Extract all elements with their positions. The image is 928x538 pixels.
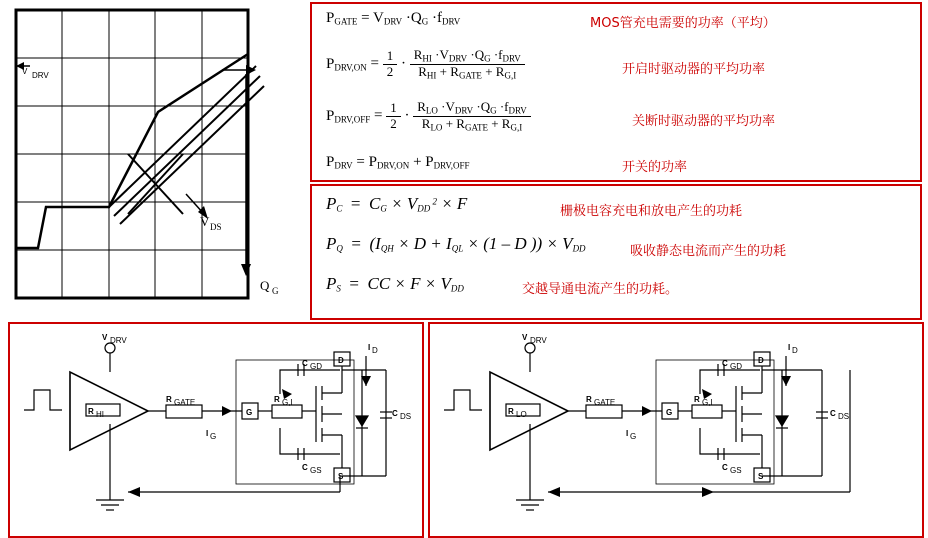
p-drv-on-half: $\frac{1}{2}$ [383, 49, 398, 80]
id-label-right: I [788, 343, 791, 352]
cds-sub-right: DS [838, 412, 850, 421]
node-d-left: D [338, 356, 344, 365]
rgi-sub-left: G,I [282, 398, 293, 407]
formula-p-gate [326, 10, 460, 27]
node-s-left: S [338, 472, 344, 481]
cgd-label-left: C [302, 359, 308, 368]
rgate-sub-left: GATE [174, 398, 196, 407]
rhi-sub: HI [96, 410, 104, 419]
p-s-lhs: $P_S$ [326, 274, 341, 294]
p-drv-off-lhs: $P_{DRV,OFF}$ [326, 107, 371, 124]
formula-p-drv [326, 154, 470, 171]
p-drv-off-eq: = [373, 107, 383, 124]
cgd-sub-left: GD [310, 362, 322, 371]
circuit-diagram-turn-on [8, 322, 424, 538]
p-s-rhs: CC × $F \times V_{DD}$ [367, 274, 464, 294]
note-p-gate: MOS管充电需要的功率（平均） [590, 16, 776, 31]
ig-sub-left: G [210, 432, 217, 441]
cgs-label-right: C [722, 463, 728, 472]
node-s-right: S [758, 472, 764, 481]
formula-p-q [326, 234, 586, 254]
vdrv-sub-left: DRV [110, 336, 127, 345]
ig-sub-right: G [630, 432, 637, 441]
node-d-right: D [758, 356, 764, 365]
p-c-rhs: $C_G \times V_{DD}$ $^2$ × F [369, 194, 468, 214]
p-gate-rhs: $V_{DRV} \cdot Q_G \cdot f_{DRV}$ [373, 10, 461, 27]
formula-p-drv-off [326, 100, 531, 132]
cds-sub-left: DS [400, 412, 412, 421]
note-p-drv-off: 关断时驱动器的平均功率 [632, 114, 776, 129]
formula-p-c [326, 194, 467, 214]
circuit-diagram-turn-off [428, 322, 924, 538]
p-q-rhs: ($I_{QH} \times D + I_{QL} \times (1 - D$ )) × $V_{DD}$ [369, 234, 586, 254]
qg-sub: G [272, 286, 279, 296]
vdrv-axis-label: V [22, 67, 28, 76]
p-gate-lhs: $P_{GATE}$ [326, 10, 358, 27]
power-formula-box-secondary [310, 184, 922, 320]
cgd-label-right: C [722, 359, 728, 368]
cds-label-right: C [830, 409, 836, 418]
formula-p-drv-on [326, 48, 525, 80]
rlo-sub: LO [516, 410, 527, 419]
rhi-label: R [88, 407, 94, 416]
switching-waveform-chart [8, 4, 298, 304]
id-label-left: I [368, 343, 371, 352]
cgs-sub-left: GS [310, 466, 322, 475]
vdrv-sub-right: DRV [530, 336, 547, 345]
vdrv-axis-sub: DRV [32, 71, 49, 80]
cgd-sub-right: GD [730, 362, 742, 371]
p-drv-on-fraction: $\frac{R_{HI} \cdot V_{DRV} \cdot Q_G \cdot f_{DRV}}{R_{HI} + R_{GATE} + R_{G,I}}$ [410, 48, 525, 80]
p-drv-off-fraction: $\frac{R_{LO} \cdot V_{DRV} \cdot Q_G \cdot f_{DRV}}{R_{LO} + R_{GATE} + R_{G,I}}$ [413, 100, 531, 132]
vds-label: V [200, 214, 210, 229]
id-sub-right: D [792, 346, 798, 355]
note-p-q: 吸收静态电流而产生的功耗 [630, 244, 787, 259]
p-drv-off-dot: · [404, 107, 410, 124]
p-drv-on-lhs: $P_{DRV,ON}$ [326, 55, 367, 72]
formula-p-s [326, 274, 464, 294]
note-p-drv: 开关的功率 [622, 160, 688, 175]
id-sub-left: D [372, 346, 378, 355]
note-p-c: 栅极电容充电和放电产生的功耗 [560, 204, 743, 219]
cgs-label-left: C [302, 463, 308, 472]
ig-label-right: I [626, 429, 629, 438]
power-formula-box-primary [310, 2, 922, 182]
node-g-left: G [246, 408, 253, 417]
rgate-label-right: R [586, 395, 592, 404]
rlo-label: R [508, 407, 514, 416]
node-g-right: G [666, 408, 673, 417]
cds-label-left: C [392, 409, 398, 418]
qg-label: Q [260, 278, 270, 293]
p-drv-on-dot: · [400, 55, 406, 72]
p-gate-eq: = [361, 10, 370, 26]
p-drv-rhs: $P_{DRV,ON} + P_{DRV,OFF}$ [368, 154, 470, 171]
rgi-sub-right: G,I [702, 398, 713, 407]
cgs-sub-right: GS [730, 466, 742, 475]
p-q-lhs: $P_Q$ [326, 234, 343, 254]
rgate-label-left: R [166, 395, 172, 404]
p-drv-lhs: $P_{DRV}$ [326, 154, 353, 171]
p-drv-eq: = [356, 154, 365, 170]
note-p-s: 交越导通电流产生的功耗。 [522, 282, 679, 297]
note-p-drv-on: 开启时驱动器的平均功率 [622, 62, 766, 77]
p-s-eq: = [345, 274, 364, 293]
circuit-right-svg [430, 324, 918, 532]
vdrv-label-left: V [102, 333, 108, 342]
p-c-eq: = [346, 194, 365, 213]
p-q-eq: = [347, 234, 366, 253]
vds-sub: DS [210, 222, 222, 232]
rgate-sub-right: GATE [594, 398, 616, 407]
circuit-left-svg [10, 324, 418, 532]
chart-svg [8, 4, 298, 304]
ig-label-left: I [206, 429, 209, 438]
p-c-lhs: $P_C$ [326, 194, 343, 214]
rgi-label-right: R [694, 395, 700, 404]
vdrv-label-right: V [522, 333, 528, 342]
rgi-label-left: R [274, 395, 280, 404]
p-drv-on-eq: = [370, 55, 379, 72]
p-drv-off-half: $\frac{1}{2}$ [386, 101, 401, 132]
